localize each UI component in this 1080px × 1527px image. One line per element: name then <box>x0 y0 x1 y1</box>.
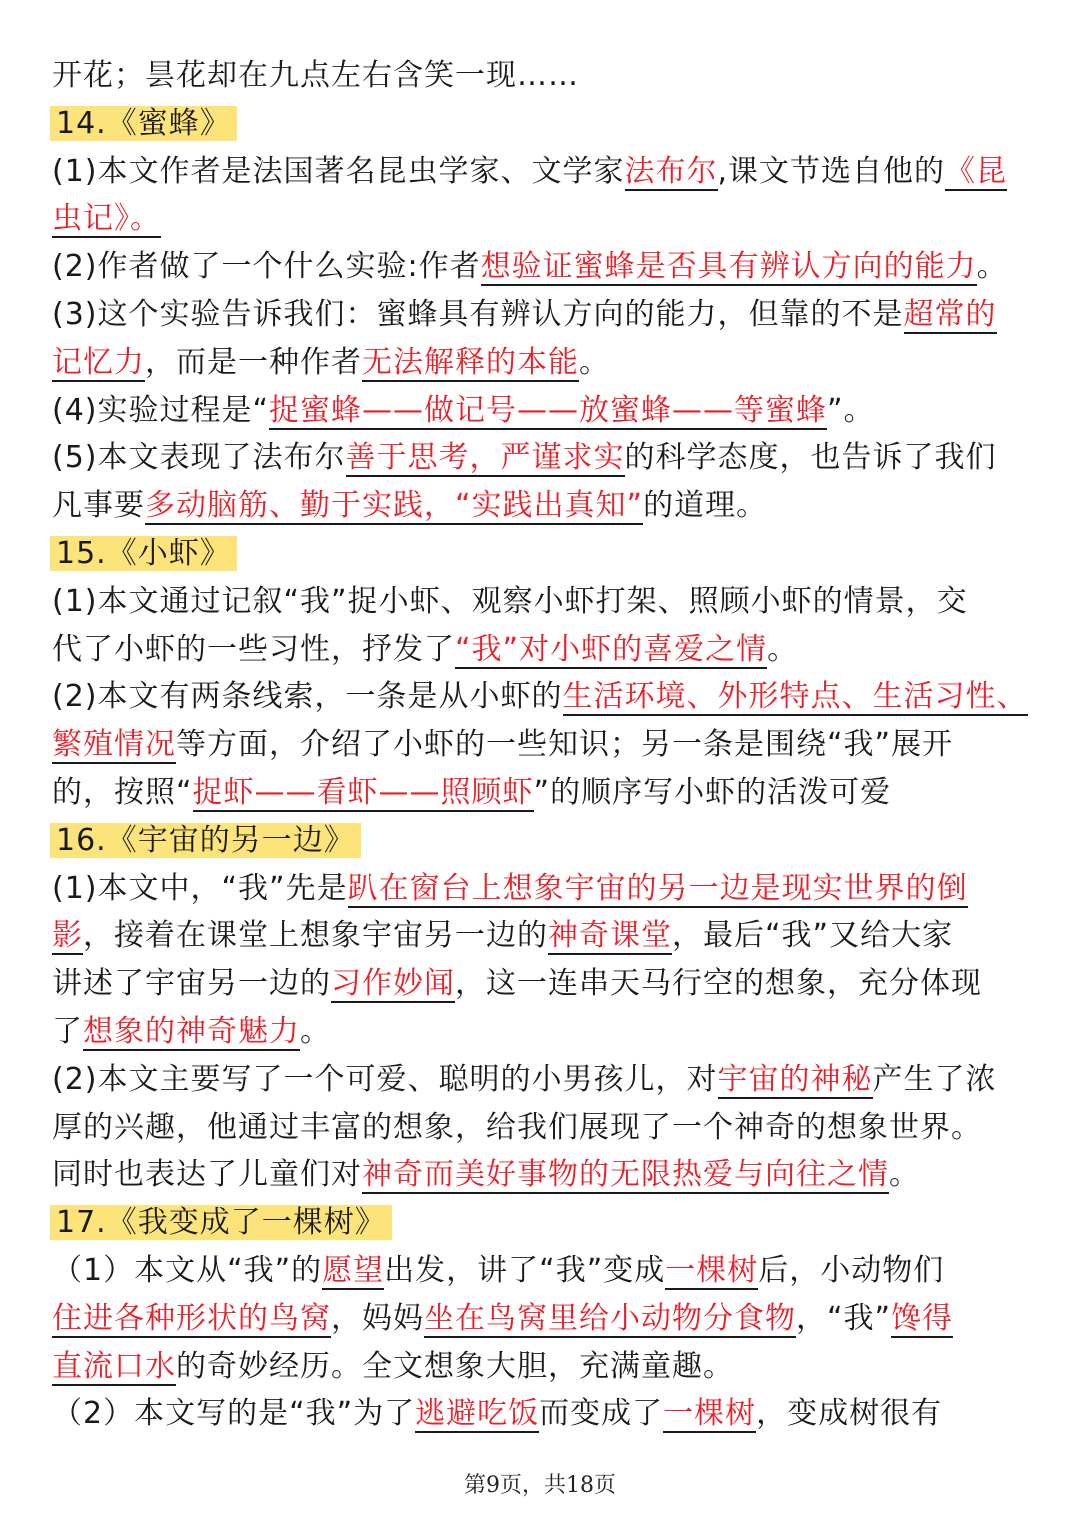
body-text: 的，按照“ <box>52 774 193 810</box>
body-text: (2)本文有两条线索，一条是从小虾的 <box>52 679 563 715</box>
answer-text: 生活环境、外形特点、生活习性、 <box>562 679 1028 715</box>
section-heading: 16.《宇宙的另一边》 <box>50 823 361 858</box>
body-text: ，最后“我”又给大家 <box>672 918 954 954</box>
section-heading: 17.《我变成了一棵树》 <box>50 1205 392 1240</box>
text-line <box>52 530 1042 578</box>
text-line <box>52 865 1042 913</box>
text-line <box>52 1390 1042 1438</box>
text-line <box>52 339 1042 387</box>
body-text: ”的顺序写小虾的活泼可爱 <box>533 774 892 810</box>
answer-text: 超常的 <box>903 296 997 332</box>
body-text: (3)这个实验告诉我们：蜜蜂具有辨认方向的能力，但靠的不是 <box>52 296 904 332</box>
answer-text: 繁殖情况 <box>52 727 176 763</box>
text-line <box>52 626 1042 674</box>
answer-text: 神奇课堂 <box>548 918 672 954</box>
body-text: 。 <box>300 1013 331 1049</box>
answer-text: 一棵树 <box>663 1396 757 1432</box>
answer-text: 虫记》。 <box>52 201 161 237</box>
text-line <box>52 1008 1042 1056</box>
text-line <box>52 100 1042 148</box>
text-line <box>52 243 1042 291</box>
body-text: 代了小虾的一些习性，抒发了 <box>52 631 455 667</box>
body-text: ，接着在课堂上想象宇宙另一边的 <box>83 918 548 954</box>
body-text: (5)本文表现了法布尔 <box>52 440 346 476</box>
document-body <box>52 52 1042 1438</box>
answer-text: 宇宙的神秘 <box>717 1061 873 1097</box>
text-line <box>52 1199 1042 1247</box>
body-text: 。 <box>889 1157 920 1193</box>
section-heading: 15.《小虾》 <box>50 536 237 571</box>
text-line <box>52 148 1042 196</box>
answer-text: 想象的神奇魅力 <box>83 1013 300 1049</box>
answer-text: 习作妙闻 <box>331 966 455 1002</box>
body-text: 开花；昙花却在九点左右含笑一现…… <box>52 58 579 93</box>
answer-text: 捉虾——看虾——照顾虾 <box>192 774 534 810</box>
body-text: 。 <box>579 344 610 380</box>
text-line <box>52 1151 1042 1199</box>
page-footer: 第9页，共18页 <box>464 1473 616 1498</box>
body-text: ，“我” <box>796 1300 892 1336</box>
text-line <box>52 1056 1042 1104</box>
text-line <box>52 578 1042 626</box>
answer-text: 记忆力 <box>52 344 145 380</box>
body-text: 的奇妙经历。全文想象大胆，充满童趣。 <box>176 1348 734 1384</box>
body-text: ，而是一种作者 <box>145 344 362 380</box>
body-text: (2)本文主要写了一个可爱、聪明的小男孩儿，对 <box>52 1061 718 1097</box>
answer-text: 《昆 <box>945 153 1008 189</box>
answer-text: 影 <box>52 918 83 954</box>
body-text: (1)本文中，“我”先是 <box>52 870 348 906</box>
body-text: 凡事要 <box>52 488 145 524</box>
body-text: 等方面，介绍了小虾的一些知识；另一条是围绕“我”展开 <box>176 727 954 763</box>
text-line <box>52 387 1042 435</box>
answer-text: 捉蜜蜂——做记号——放蜜蜂——等蜜蜂 <box>269 392 828 428</box>
body-text: 而变成了 <box>539 1396 664 1432</box>
text-line <box>52 817 1042 865</box>
body-text: 产生了浓 <box>872 1061 997 1097</box>
answer-text: 多动脑筋、勤于实践，“实践出真知” <box>145 488 644 524</box>
body-text: (2)作者做了一个什么实验:作者 <box>52 249 481 285</box>
body-text: ”。 <box>827 392 875 428</box>
answer-text: 无法解释的本能 <box>362 344 579 380</box>
answer-text: 神奇而美好事物的无限热爱与向往之情 <box>362 1157 889 1193</box>
text-line <box>52 1295 1042 1343</box>
text-line <box>52 673 1042 721</box>
body-text: 厚的兴趣，他通过丰富的想象，给我们展现了一个神奇的想象世界。 <box>52 1109 982 1145</box>
text-line <box>52 960 1042 1008</box>
text-line <box>52 1247 1042 1295</box>
text-line <box>52 1343 1042 1391</box>
text-line <box>52 434 1042 482</box>
answer-text: 趴在窗台上想象宇宙的另一边是现实世界的倒 <box>347 870 968 906</box>
body-text: 出发，讲了“我”变成 <box>384 1252 666 1288</box>
body-text: （1）本文从“我”的 <box>52 1252 323 1288</box>
body-text: 的道理。 <box>643 488 768 524</box>
answer-text: 坐在鸟窝里给小动物分食物 <box>424 1300 796 1336</box>
answer-text: 逃避吃饭 <box>415 1396 540 1432</box>
body-text: （2）本文写的是“我”为了 <box>52 1396 416 1432</box>
body-text: 同时也表达了儿童们对 <box>52 1157 362 1193</box>
answer-text: 直流口水 <box>52 1348 176 1384</box>
body-text: 。 <box>767 631 799 667</box>
body-text: ，这一连串天马行空的想象，充分体现 <box>455 966 982 1002</box>
answer-text: 想验证蜜蜂是否具有辨认方向的能力 <box>480 249 977 285</box>
answer-text: 法布尔 <box>624 153 718 189</box>
body-text: 了 <box>52 1013 83 1049</box>
body-text: ，妈妈 <box>331 1300 424 1336</box>
text-line <box>52 769 1042 817</box>
answer-text: 馋得 <box>891 1300 954 1336</box>
text-line <box>52 291 1042 339</box>
answer-text: 住进各种形状的鸟窝 <box>52 1300 331 1336</box>
answer-text: “我”对小虾的喜爱之情 <box>455 631 768 667</box>
section-heading: 14.《蜜蜂》 <box>50 106 237 141</box>
body-text: 的科学态度，也告诉了我们 <box>624 440 997 476</box>
text-line <box>52 721 1042 769</box>
text-line <box>52 482 1042 530</box>
body-text: (1)本文作者是法国著名昆虫学家、文学家 <box>52 153 625 189</box>
body-text: 。 <box>976 249 1008 285</box>
answer-text: 愿望 <box>322 1252 385 1288</box>
body-text: ,课文节选自他的 <box>717 153 946 189</box>
body-text: 后，小动物们 <box>758 1252 945 1288</box>
answer-text: 一棵树 <box>665 1252 759 1288</box>
answer-text: 善于思考，严谨求实 <box>345 440 625 476</box>
body-text: (4)实验过程是“ <box>52 392 270 428</box>
body-text: 讲述了宇宙另一边的 <box>52 966 331 1002</box>
text-line <box>52 1104 1042 1152</box>
body-text: (1)本文通过记叙“我”捉小虾、观察小虾打架、照顾小虾的情景，交 <box>52 583 968 619</box>
text-line <box>52 912 1042 960</box>
text-line <box>52 52 1042 100</box>
body-text: ，变成树很有 <box>756 1396 943 1432</box>
text-line <box>52 195 1042 243</box>
